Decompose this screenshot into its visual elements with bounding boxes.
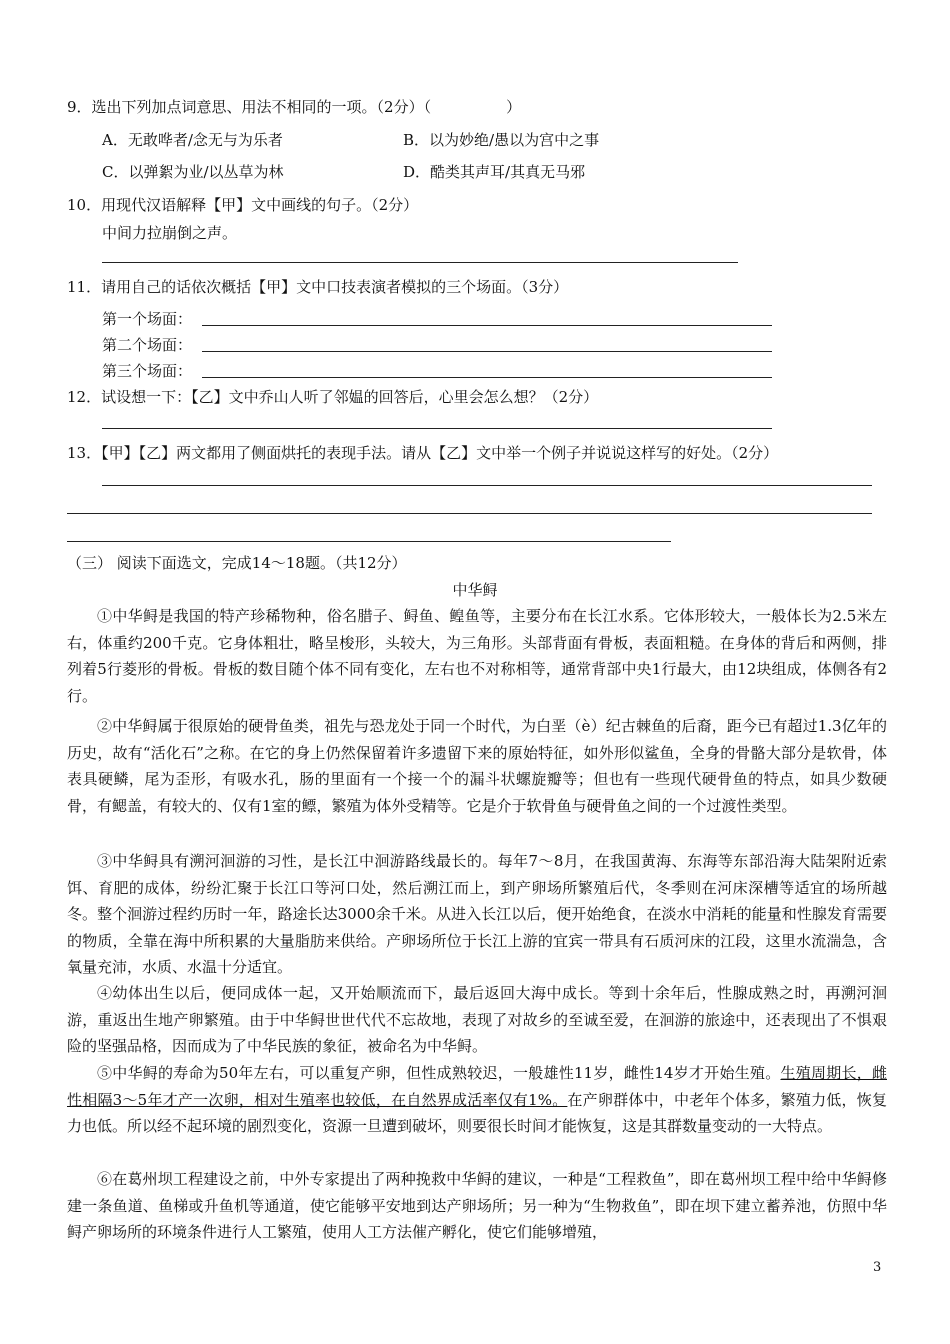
- q13-answer-line-2[interactable]: [67, 513, 872, 514]
- paragraph-5-underlined-sentence: 生殖周期长，雌性相隔3～5年才产一次卵，相对生殖率也较低，在自然界成活率仅有1%。: [67, 1064, 887, 1109]
- paragraph-1: ①中华鲟是我国的特产珍稀物种，俗名腊子、鲟鱼、鳇鱼等，主要分布在长江水系。它体形较大，一般体长为2.5米左右，体重约200千克。它身体粗壮，略呈梭形，头较大，为三角形。头部背面有骨板，表面粗糙。在身体的背后和两侧，排列着5行菱形的骨板。骨板的数目随个体不同有变化，左右也不对称相等，通常背部中央1行最大，由12块组成，体侧各有2行。: [67, 607, 887, 705]
- q13-answer-line-3[interactable]: [67, 541, 671, 542]
- q12-stem: 12．试设想一下：【乙】文中乔山人听了邻媪的回答后，心里会怎么想？（2分）: [67, 388, 599, 406]
- q10-stem: 10．用现代汉语解释【甲】文中画线的句子。（2分）: [67, 196, 419, 214]
- q11-scene-3-label: 第三个场面：: [102, 362, 193, 380]
- paragraph-5: [67, 1060, 887, 1140]
- q13-answer-line-1[interactable]: [102, 485, 872, 486]
- q11-scene-3-line[interactable]: [202, 377, 772, 378]
- q10-answer-line[interactable]: [102, 262, 738, 263]
- page-number: 3: [873, 1260, 882, 1275]
- q9-option-d: D．酷类其声耳/其真无马邪: [403, 163, 586, 181]
- paragraph-2: ②中华鲟属于很原始的硬骨鱼类，祖先与恐龙处于同一个时代，为白垩（è）纪古棘鱼的后裔，距今已有超过1.3亿年的历史，故有“活化石”之称。在它的身上仍然保留着许多遗留下来的原始特征，如外形似鲨鱼，全身的骨骼大部分是软骨，体表具硬鳞，尾为歪形，有吸水孔，肠的里面有一个接一个的漏斗状螺旋瓣等；但也有一些现代硬骨鱼的特点，如具少数硬骨，有鳃盖，有较大的、仅有1室的鳔，繁殖为体外受精等。它是介于软骨鱼与硬骨鱼之间的一个过渡性类型。: [67, 717, 887, 815]
- q11-stem: 11．请用自己的话依次概括【甲】文中口技表演者模拟的三个场面。（3分）: [67, 278, 569, 296]
- q9-option-a: A．无敢哗者/念无与为乐者: [102, 131, 283, 149]
- q9-option-c: C．以弹絮为业/以丛草为林: [102, 163, 284, 181]
- paragraph-6: ⑥在葛州坝工程建设之前，中外专家提出了两种挽救中华鲟的建议，一种是“工程救鱼”，即在葛州坝工程中给中华鲟修建一条鱼道、鱼梯或升鱼机等通道，使它能够平安地到达产卵场所；另一种为“生物救鱼”，即在坝下建立蓄养池，仿照中华鲟产卵场所的环境条件进行人工繁殖，使用人工方法催产孵化，使它们能够增殖，: [67, 1170, 887, 1242]
- q10-sentence: 中间力拉崩倒之声。: [102, 224, 238, 242]
- q9-option-b: B．以为妙绝/愚以为宫中之事: [403, 131, 600, 149]
- q11-scene-1-label: 第一个场面：: [102, 310, 193, 328]
- q11-scene-2-label: 第二个场面：: [102, 336, 193, 354]
- paragraph-4: ④幼体出生以后，便同成体一起，又开始顺流而下，最后返回大海中成长。等到十余年后，性腺成熟之时，再溯河洄游，重返出生地产卵繁殖。由于中华鲟世世代代不忘故地，表现了对故乡的至诚至爱，在洄游的旅途中，还表现出了不惧艰险的坚强品格，因而成为了中华民族的象征，被命名为中华鲟。: [67, 984, 887, 1056]
- q11-scene-1-line[interactable]: [202, 325, 772, 326]
- article-title: 中华鲟: [452, 581, 498, 599]
- paragraph-3: ③中华鲟具有溯河洄游的习性，是长江中洄游路线最长的。每年7～8月，在我国黄海、东海等东部沿海大陆架附近索饵、育肥的成体，纷纷汇聚于长江口等河口处，然后溯江而上，到产卵场所繁殖后代，冬季则在河床深槽等适宜的场所越冬。整个洄游过程约历时一年，路途长达3000余千米。从进入长江以后，便开始绝食，在淡水中消耗的能量和性腺发育需要的物质，全靠在海中所积累的大量脂肪来供给。产卵场所位于长江上游的宜宾一带具有石质河床的江段，这里水流湍急，含氧量充沛，水质、水温十分适宜。: [67, 852, 887, 977]
- q12-answer-line[interactable]: [102, 428, 772, 429]
- paragraph-5-end: 在产卵群体中，中老年个体多，繁殖力低，恢复力也低。所以经不起环境的剧烈变化，资源一旦遭到破坏，则要很长时间才能恢复，这是其群数量变动的一大特点。: [67, 1090, 887, 1136]
- q11-scene-2-line[interactable]: [202, 351, 772, 352]
- q9-stem: 9．选出下列加点词意思、用法不相同的一项。（2分）（ ）: [67, 98, 522, 116]
- paragraph-5-start: ⑤中华鲟的寿命为50年左右，可以重复产卵，但性成熟较迟，一般雄性11岁，雌性14岁才开始生殖。: [97, 1064, 781, 1082]
- q13-stem: 13．【甲】【乙】两文都用了侧面烘托的表现手法。请从【乙】文中举一个例子并说说这样写的好处。（2分）: [67, 444, 779, 462]
- section-heading: （三） 阅读下面选文，完成14～18题。（共12分）: [67, 554, 407, 572]
